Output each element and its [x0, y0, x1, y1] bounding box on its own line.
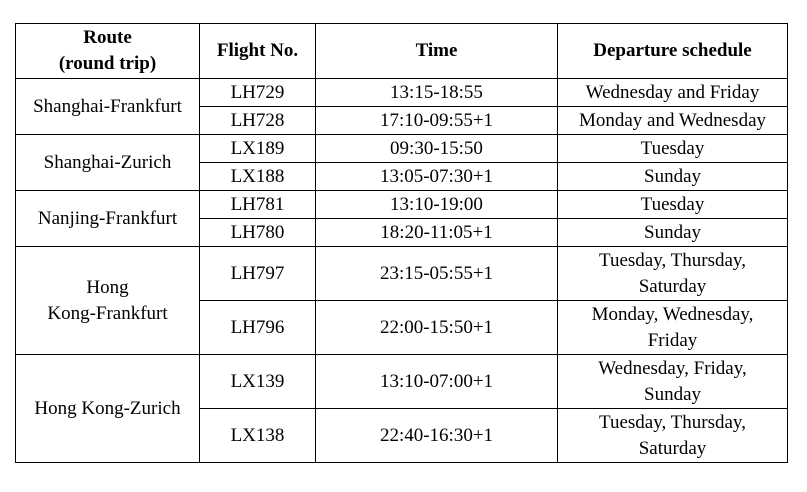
header-row: [16, 24, 788, 79]
time-cell: 22:40-16:30+1: [316, 409, 558, 463]
table-row: [16, 79, 788, 107]
route-cell-line: Hong: [86, 276, 129, 298]
flight-no-cell: LH781: [200, 191, 316, 219]
time-cell: 17:10-09:55+1: [316, 107, 558, 135]
schedule-cell: [558, 355, 788, 409]
table-body: [16, 79, 788, 463]
time-cell: 09:30-15:50: [316, 135, 558, 163]
table-header: [16, 24, 788, 79]
schedule-cell: [558, 79, 788, 107]
table-row: [16, 355, 788, 409]
time-cell: 22:00-15:50+1: [316, 301, 558, 355]
schedule-cell: [558, 409, 788, 463]
schedule-cell-line: Wednesday, Friday,: [598, 357, 747, 379]
flight-no-cell: LX139: [200, 355, 316, 409]
flight-no-cell: LH797: [200, 247, 316, 301]
table-row: [16, 247, 788, 301]
flight-no-cell: LH729: [200, 79, 316, 107]
flight-no-cell: LX138: [200, 409, 316, 463]
route-cell-line: Nanjing-Frankfurt: [37, 207, 178, 229]
schedule-cell: [558, 163, 788, 191]
schedule-cell-line: Tuesday: [640, 137, 705, 159]
schedule-cell-line: Tuesday: [640, 193, 705, 215]
time-cell: 13:15-18:55: [316, 79, 558, 107]
route-cell: [16, 191, 200, 247]
schedule-cell-line: Saturday: [638, 437, 707, 459]
header-route-line2: (round trip): [58, 53, 157, 74]
schedule-cell: [558, 135, 788, 163]
schedule-cell-line: Saturday: [638, 275, 707, 297]
schedule-cell-line: Wednesday and Friday: [585, 81, 760, 103]
schedule-cell-line: Monday, Wednesday,: [591, 303, 754, 325]
flight-no-cell: LH796: [200, 301, 316, 355]
flight-schedule-table: [15, 23, 788, 463]
schedule-cell-line: Friday: [647, 329, 698, 351]
route-cell-line: Shanghai-Frankfurt: [33, 95, 182, 117]
time-cell: 13:10-07:00+1: [316, 355, 558, 409]
table-row: [16, 191, 788, 219]
route-cell: [16, 355, 200, 463]
time-cell: 23:15-05:55+1: [316, 247, 558, 301]
schedule-cell-line: Sunday: [644, 221, 701, 243]
table-row: [16, 135, 788, 163]
schedule-cell: [558, 191, 788, 219]
flight-no-cell: LX189: [200, 135, 316, 163]
schedule-cell: [558, 301, 788, 355]
schedule-cell: [558, 219, 788, 247]
route-cell: [16, 79, 200, 135]
time-cell: 18:20-11:05+1: [316, 219, 558, 247]
time-cell: 13:05-07:30+1: [316, 163, 558, 191]
route-cell: [16, 135, 200, 191]
route-cell-line: Shanghai-Zurich: [43, 151, 172, 173]
schedule-cell: [558, 247, 788, 301]
flight-no-cell: LX188: [200, 163, 316, 191]
schedule-cell-line: Sunday: [644, 165, 701, 187]
schedule-cell: [558, 107, 788, 135]
header-flight-no: Flight No.: [200, 24, 316, 79]
schedule-cell-line: Sunday: [644, 383, 701, 405]
schedule-cell-line: Tuesday, Thursday,: [599, 249, 746, 271]
route-cell: [16, 247, 200, 355]
schedule-cell-line: Monday and Wednesday: [578, 109, 767, 131]
time-cell: 13:10-19:00: [316, 191, 558, 219]
flight-no-cell: LH728: [200, 107, 316, 135]
route-cell-line: Kong-Frankfurt: [47, 302, 168, 324]
header-departure-schedule: Departure schedule: [558, 24, 788, 79]
header-time: Time: [316, 24, 558, 79]
header-route-line1: Route: [83, 27, 132, 48]
route-cell-line: Hong Kong-Zurich: [34, 397, 181, 419]
header-route: [16, 24, 200, 79]
flight-no-cell: LH780: [200, 219, 316, 247]
schedule-cell-line: Tuesday, Thursday,: [599, 411, 746, 433]
